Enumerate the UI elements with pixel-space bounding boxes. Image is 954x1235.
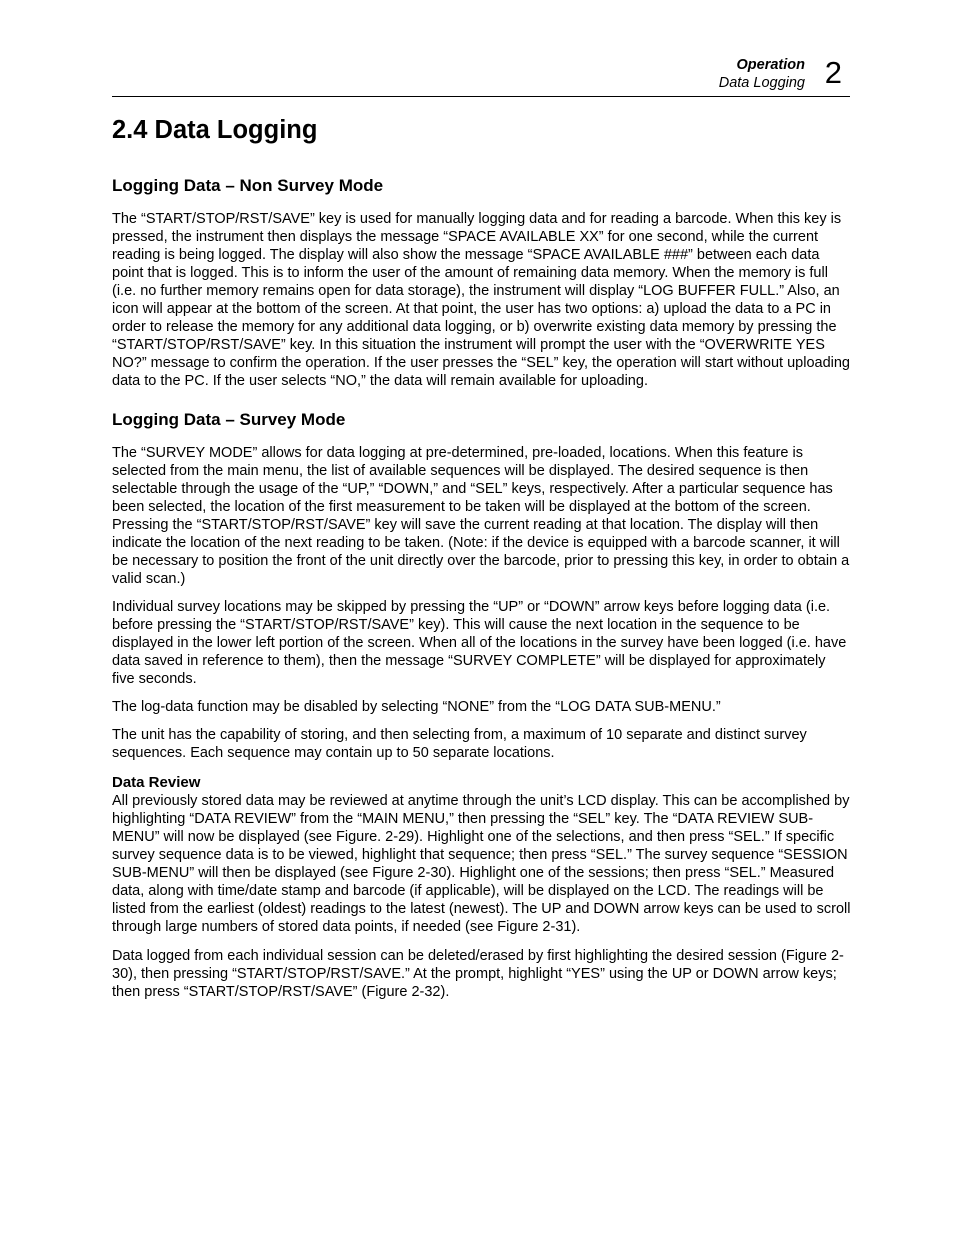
section-heading-data-review: Data Review — [112, 774, 201, 791]
section-data-review — [112, 774, 852, 1001]
paragraph: The “START/STOP/RST/SAVE” key is used for manually logging data and for reading a barcode. When this key is pressed, the instrument then displays the message “SPACE AVAILABLE XX” for one second, while the current reading is being logged. The display will also show the message “SPACE AVAILABLE ###” between each data point that is logged. This is to inform the user of the amount of remaining data memory. When the memory is full (i.e. no further memory remains open for data storage), the instrument will display “LOG BUFFER FULL.” Also, an icon will appear at the bottom of the screen. At that point, the user has two options: a) upload the data to a PC in order to release the memory for any additional data logging, or b) overwrite existing data memory by pressing the “START/STOP/RST/SAVE” key. In this situation the instrument will prompt the user with the “OVERWRITE YES NO?” message to confirm the operation. If the user presses the “SEL” key, the operation will start without uploading data to the PC. If the user selects “NO,” the data will remain available for uploading. — [112, 211, 850, 389]
paragraph: All previously stored data may be reviewed at anytime through the unit’s LCD display. This can be accomplished by highlighting “DATA REVIEW” from the “MAIN MENU,” then pressing the “SEL” key. The “DATA REVIEW SUB-MENU” will now be displayed (see Figure. 2-29). Highlight one of the selections, and then press “SEL.” If specific survey sequence data is to be viewed, highlight that sequence; then press “SEL.” The survey sequence “SESSION SUB-MENU” will then be displayed (see Figure 2-30). Highlight one of the sessions; then press “SEL.” Measured data, along with time/date stamp and barcode (if applicable), will be displayed on the LCD. The readings will be listed from the earliest (oldest) readings to the latest (newest). The UP and DOWN arrow keys can be used to scroll through large numbers of stored data points, if needed (see Figure 2-31). — [112, 793, 851, 935]
chapter-number: 2 — [824, 55, 842, 90]
page-title: 2.4 Data Logging — [112, 116, 318, 144]
section-survey-mode — [112, 409, 852, 762]
section-nonsurvey-mode — [112, 175, 852, 390]
paragraph: Data logged from each individual session can be deleted/erased by first highlighting the desired session (Figure 2-30), then pressing “START/STOP/RST/SAVE.” At the prompt, highlight “YES” using the UP or DOWN arrow keys; then press “START/STOP/RST/SAVE” (Figure 2-32). — [112, 948, 844, 1000]
paragraph: The unit has the capability of storing, and then selecting from, a maximum of 10 separate and distinct survey sequences. Each sequence may contain up to 50 separate locations. — [112, 727, 807, 761]
paragraph: The “SURVEY MODE” allows for data logging at pre-determined, pre-loaded, locations. When this feature is selected from the main menu, the list of available sequences will be displayed. The desired sequence is then selectable through the usage of the “UP,” “DOWN,” and “SEL” keys, respectively. After a particular sequence has been selected, the location of the first measurement to be taken will be displayed at the bottom of the screen. Pressing the “START/STOP/RST/SAVE” key will save the current reading at that location. The display will then indicate the location of the next reading to be taken. (Note: if the device is equipped with a barcode scanner, it will be necessary to position the front of the unit directly over the barcode, prior to pressing this key, in order to obtain a valid scan.) — [112, 445, 850, 587]
section-heading-survey: Logging Data – Survey Mode — [112, 410, 346, 429]
header-subsection: Data Logging — [718, 75, 805, 91]
header-text — [719, 56, 805, 92]
header-section: Operation — [736, 57, 805, 73]
paragraph: Individual survey locations may be skipped by pressing the “UP” or “DOWN” arrow keys before logging data (i.e. before pressing the “START/STOP/RST/SAVE” key). This will cause the next location in the sequence to be displayed in the lower left portion of the screen. When all of the locations in the survey have been logged (i.e. have data saved in reference to them), then the message “SURVEY COMPLETE” will be displayed for approximately five seconds. — [112, 599, 847, 687]
section-heading-nonsurvey: Logging Data – Non Survey Mode — [112, 176, 384, 195]
page-header — [112, 54, 850, 97]
page-content — [112, 175, 852, 1001]
paragraph: The log-data function may be disabled by selecting “NONE” from the “LOG DATA SUB-MENU.” — [112, 699, 721, 715]
